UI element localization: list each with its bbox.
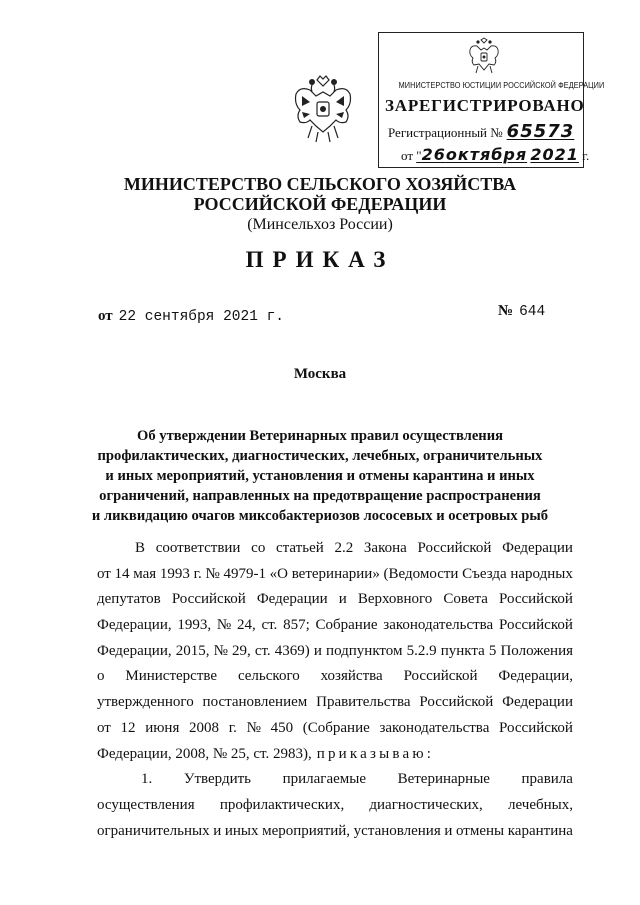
title-line: и ликвидацию очагов миксобактериозов лососевых и осетровых рыб [91, 508, 549, 524]
body-word: и [213, 822, 222, 839]
body-word: Федерации, [498, 668, 573, 685]
body-word: 857; [283, 617, 310, 634]
body-word: Российской [171, 591, 246, 608]
body-word: статьей [276, 540, 324, 556]
stamp-date-day: 26 [421, 145, 446, 164]
body-word: и [444, 822, 453, 839]
body-word: Правительства [316, 694, 411, 711]
ministry-short-name: (Минсельхоз России) [247, 216, 393, 233]
body-word: законодательства [379, 719, 490, 736]
body-line [97, 767, 573, 793]
order-date [98, 308, 284, 325]
title-line: ограничений, направленных на предотвращение распространения [99, 488, 541, 504]
body-word: Закона [363, 540, 407, 556]
body-word: 2.2 [334, 540, 354, 556]
body-line [97, 819, 573, 845]
body-word: ветеринарии» [291, 565, 380, 582]
body-word: осуществления [97, 796, 195, 813]
body-line [97, 793, 573, 819]
body-word: ст. [254, 642, 271, 659]
body-word: мероприятий, [262, 822, 351, 839]
body-word: от [97, 565, 111, 582]
coat-of-arms-emblem [290, 72, 356, 144]
ministry-name-line-1: МИНИСТЕРСТВО СЕЛЬСКОГО ХОЗЯЙСТВА [123, 174, 517, 194]
body-word: соответствии [155, 540, 241, 556]
order-verb: приказываю: [316, 745, 435, 762]
body-word: 29, [231, 642, 251, 659]
body-word: ограничительных [97, 822, 210, 839]
order-date-label: от [98, 308, 113, 324]
body-word: 4369) [274, 642, 310, 659]
body-word: 450 [270, 719, 294, 736]
body-word: пункта [440, 642, 485, 659]
body-word: о [97, 668, 105, 685]
body-word: установления [353, 822, 441, 839]
body-line [97, 639, 573, 665]
stamp-date-year: 2021 [530, 145, 579, 164]
body-word: диагностических, [369, 796, 483, 813]
title-line: Об утверждении Ветеринарных правил осуществления [136, 428, 504, 444]
body-word: 24, [236, 617, 256, 634]
body-word: мая [133, 565, 157, 582]
body-word: г. [193, 565, 202, 582]
body-word: законодательства [383, 617, 494, 634]
body-word: и [313, 642, 322, 659]
order-title [80, 426, 560, 526]
body-word: Собрание [315, 617, 378, 634]
body-word: № [213, 642, 228, 659]
document-type-heading: ПРИКАЗ [245, 247, 395, 272]
body-word: и [338, 591, 347, 608]
body-word: Федерации, [97, 617, 172, 634]
stamp-registration-number [388, 121, 574, 142]
body-line [97, 742, 573, 768]
registration-stamp [378, 32, 605, 168]
body-word: 2008 [189, 719, 220, 736]
body-word: № [246, 719, 261, 736]
body-word: г. [228, 719, 237, 736]
body-word: Российской [419, 694, 494, 711]
body-word: Российской [498, 617, 573, 634]
body-word: ст. [261, 617, 278, 634]
body-word: карантина [507, 822, 573, 839]
body-word: от [97, 719, 111, 736]
body-word: (Ведомости [383, 565, 459, 582]
body-word: В [135, 540, 146, 556]
body-line [97, 664, 573, 690]
title-line: профилактических, диагностических, лечебных, ограничительных [97, 448, 543, 464]
city: Москва [293, 366, 347, 382]
body-word: 5.2.9 [406, 642, 437, 659]
body-word: Российской [417, 540, 492, 556]
title-line: и иных мероприятий, установления и отмены карантина и иных [105, 468, 535, 484]
body-word: постановлением [202, 694, 308, 711]
body-word: Совета [443, 591, 488, 608]
body-word: подпунктом [326, 642, 403, 659]
stamp-date: от "26октября 2021 г. [401, 145, 590, 164]
body-word: 14 [114, 565, 130, 582]
body-word: Федерации [502, 540, 573, 556]
body-word: Российской [499, 591, 573, 608]
stamp-reg-label: Регистрационный № [388, 125, 503, 140]
body-line [97, 613, 573, 639]
order-date-value: 22 сентября 2021 г. [118, 309, 284, 325]
body-word: Утвердить [183, 771, 252, 788]
stamp-reg-number: 65573 [506, 121, 575, 142]
body-word: депутатов [97, 591, 161, 608]
stamp-emblem [467, 37, 501, 75]
body-word: профилактических, [219, 796, 345, 813]
body-line [97, 690, 573, 716]
body-word: Федерации [502, 694, 573, 711]
body-word: со [251, 540, 266, 556]
body-word: июня [145, 719, 180, 736]
body-word: народных [510, 565, 573, 582]
body-word: утвержденного [97, 694, 194, 711]
body-word: иных [224, 822, 259, 839]
body-word: Министерстве [125, 668, 218, 685]
body-word: Федерации, [97, 642, 172, 659]
body-word: Российской [499, 719, 573, 736]
body-word: Положения [500, 642, 573, 659]
body-word: правила [521, 771, 573, 788]
ministry-name-line-2: РОССИЙСКОЙ ФЕДЕРАЦИИ [193, 194, 447, 214]
body-word: 1993 [159, 565, 190, 582]
body-word: 5 [488, 642, 497, 659]
order-number-label: № [498, 303, 514, 319]
body-text [97, 536, 573, 844]
body-word: Ветеринарные [397, 771, 490, 788]
body-word: лечебных, [508, 796, 573, 813]
body-word: 1993, [177, 617, 212, 634]
body-line [97, 587, 573, 613]
body-word: «О [269, 565, 288, 582]
body-word: 12 [120, 719, 136, 736]
order-number [498, 303, 545, 320]
body-word: прилагаемые [282, 771, 366, 788]
body-line [97, 562, 573, 588]
stamp-date-suffix: г. [582, 148, 590, 163]
body-word: 1. [141, 771, 153, 788]
stamp-date-prefix: от [401, 148, 414, 163]
body-word: сельского [237, 668, 300, 685]
stamp-status: ЗАРЕГИСТРИРОВАНО [385, 96, 585, 115]
body-word: Съезда [462, 565, 507, 582]
body-word: Верховного [357, 591, 433, 608]
body-word: хозяйства [320, 668, 383, 685]
body-word: 4979-1 [223, 565, 266, 582]
body-word: (Собрание [302, 719, 370, 736]
stamp-date-month: октября [445, 145, 528, 164]
body-word: № [205, 565, 220, 582]
body-word: № [216, 617, 232, 634]
body-line [97, 716, 573, 742]
body-word: отмены [456, 822, 505, 839]
body-word: Федерации [256, 591, 328, 608]
order-number-value: 644 [519, 304, 546, 320]
body-word: Российской [403, 668, 478, 685]
body-line-text: Федерации, 2008, № 25, ст. 2983), [97, 745, 312, 762]
body-word: 2015, [175, 642, 210, 659]
stamp-ministry-name: МИНИСТЕРСТВО ЮСТИЦИИ РОССИЙСКОЙ ФЕДЕРАЦИИ [398, 80, 605, 90]
body-line [97, 536, 573, 562]
